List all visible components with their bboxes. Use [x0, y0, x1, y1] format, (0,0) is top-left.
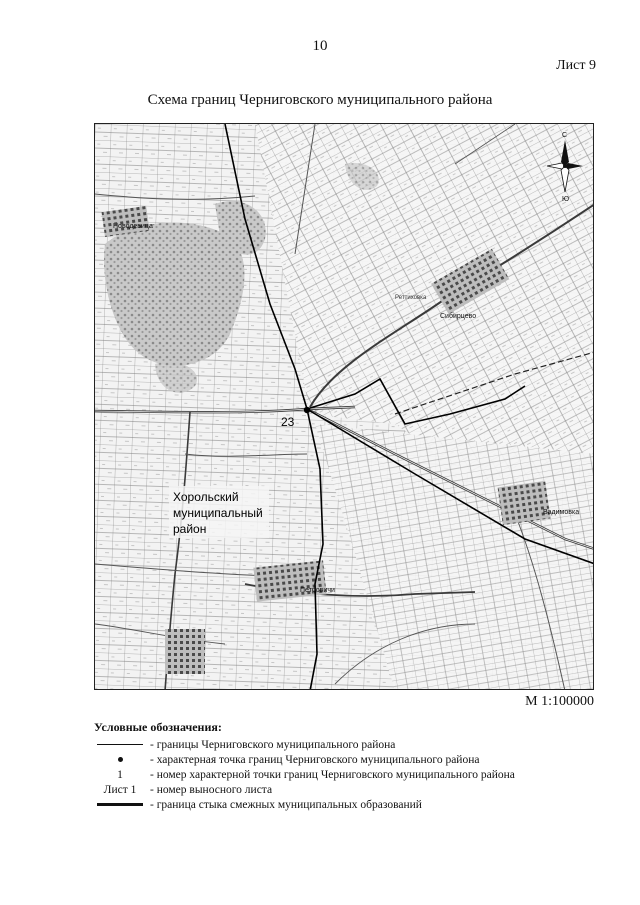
boundary-point-label: 23 — [281, 415, 295, 429]
sheet-label: Лист 9 — [556, 58, 596, 73]
settlement-label-rettikhovka: Реттиховка — [395, 295, 427, 301]
point-dot-icon — [94, 757, 146, 762]
legend-item-text: - номер выносного листа — [150, 783, 273, 796]
map-legend — [94, 720, 614, 812]
legend-symbol-text: 1 — [117, 768, 123, 781]
legend-item-text: - границы Черниговского муниципального района — [150, 738, 396, 751]
boundary-point-23 — [304, 407, 310, 413]
legend-item-point — [94, 752, 614, 767]
legend-item-text: - граница стыка смежных муниципальных образований — [150, 798, 422, 811]
compass-south-label: Ю — [562, 196, 570, 203]
boundary-map[interactable] — [94, 123, 594, 690]
page-number: 10 — [312, 38, 328, 54]
settlement-label-novodevitsa: Новодевица — [113, 223, 153, 230]
junction-line-icon — [94, 803, 146, 806]
map-scale: М 1:100000 — [525, 694, 594, 709]
compass-north-label: С — [562, 132, 568, 139]
boundary-line-icon — [94, 744, 146, 745]
settlement-label-sibirtsevo: Сибирцево — [440, 313, 477, 320]
legend-item-boundary — [94, 737, 614, 752]
map-canvas[interactable] — [95, 124, 594, 690]
settlement-label-petrovichi: Петровичи — [300, 587, 335, 594]
district-label-line-3: район — [173, 522, 207, 536]
legend-title: Условные обозначения: — [94, 720, 222, 734]
legend-item-text: - номер характерной точки границ Черниговского муниципального района — [150, 768, 515, 781]
district-label-line-2: муниципальный — [173, 506, 263, 520]
district-label-line-1: Хорольский — [173, 490, 239, 504]
legend-symbol-text: Лист 1 — [103, 783, 137, 796]
legend-item-text: - характерная точка границ Черниговского муниципального района — [150, 753, 480, 766]
legend-item-point-number — [94, 767, 614, 782]
document-title: Схема границ Черниговского муниципального района — [147, 92, 493, 108]
legend-item-sheet-number — [94, 782, 614, 797]
settlement-label-vadimovka: Вадимовка — [543, 509, 580, 516]
legend-item-junction — [94, 797, 614, 812]
